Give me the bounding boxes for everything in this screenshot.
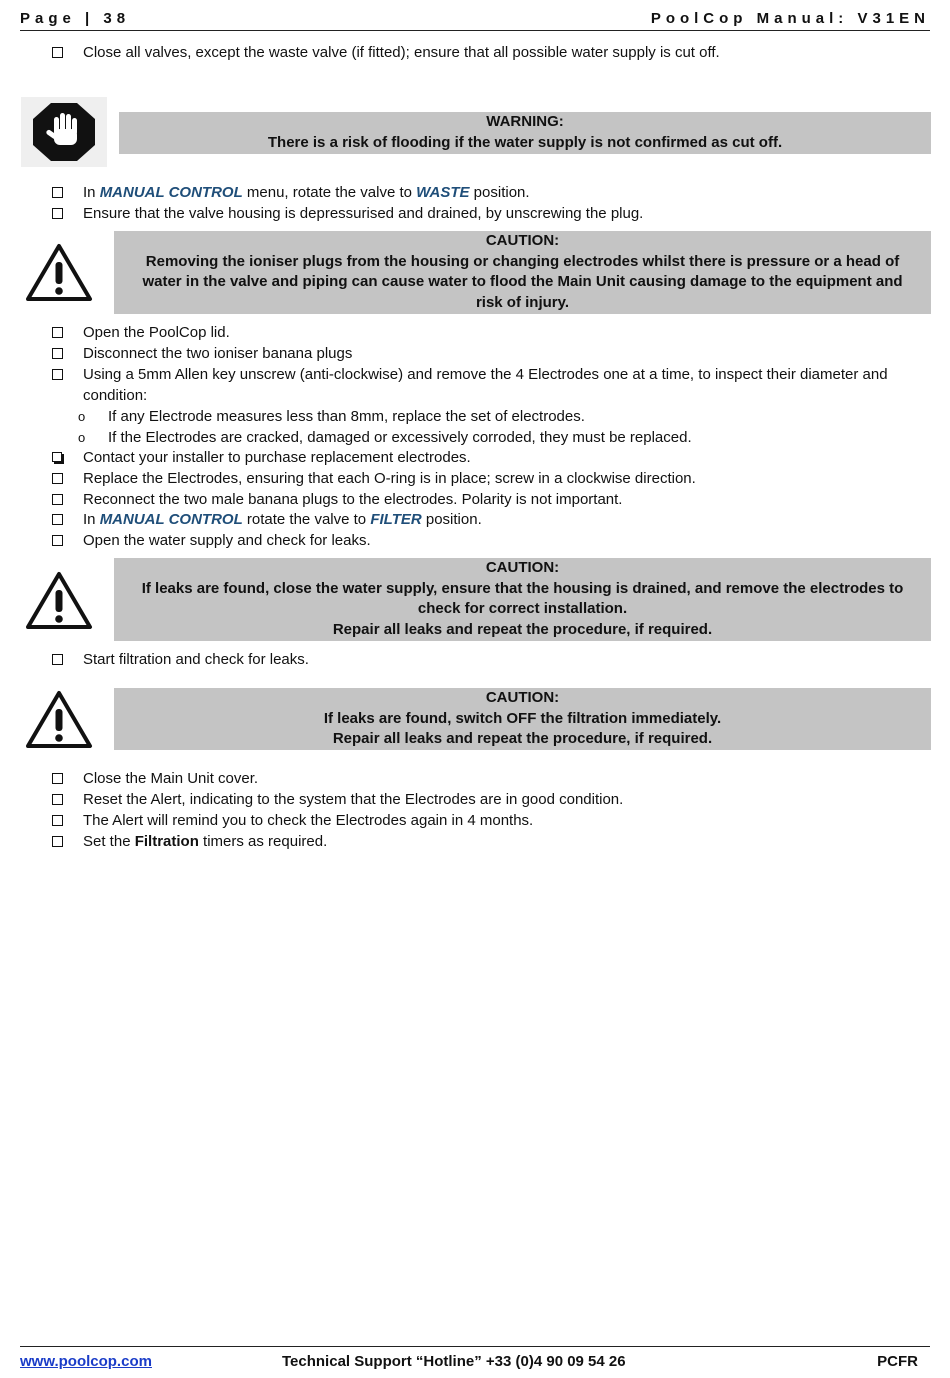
keyword-manual-control: MANUAL CONTROL xyxy=(99,184,243,201)
sub-list-item: o If any Electrode measures less than 8mm, replace the set of electrodes. xyxy=(78,408,585,425)
caution-panel: CAUTION: If leaks are found, close the water supply, ensure that the housing is drained, and remove the electrodes to check for correct installation. Repair all leaks and repeat the procedure, if required. xyxy=(114,558,931,641)
list-item: Reconnect the two male banana plugs to the electrodes. Polarity is not important. xyxy=(52,489,930,510)
support-hotline: Technical Support “Hotline” +33 (0)4 90 09 54 26 xyxy=(282,1353,626,1370)
caution-title: CAUTION: xyxy=(485,689,560,706)
list-item: Ensure that the valve housing is depressurised and drained, by unscrewing the plug. xyxy=(52,203,930,224)
list-item: Using a 5mm Allen key unscrew (anti-clockwise) and remove the 4 Electrodes one at a time, to inspect their diameter and condition: xyxy=(52,364,930,406)
warning-triangle-icon xyxy=(25,689,93,753)
checkbox-bullet xyxy=(52,369,63,380)
checkbox-bullet xyxy=(52,773,63,784)
page-header xyxy=(20,8,930,31)
checkbox-bullet xyxy=(52,452,62,462)
list-item: Set the Filtration timers as required. xyxy=(52,831,930,852)
keyword-manual-control: MANUAL CONTROL xyxy=(99,511,243,528)
warning-triangle-icon xyxy=(25,242,93,306)
list-item: Close the Main Unit cover. xyxy=(52,768,930,789)
checkbox-bullet xyxy=(52,208,63,219)
caution-title: CAUTION: xyxy=(485,559,560,576)
checkbox-bullet xyxy=(52,514,63,525)
checkbox-bullet xyxy=(52,654,63,665)
warning-text: There is a risk of flooding if the water supply is not confirmed as cut off. xyxy=(267,133,783,151)
list-item: In MANUAL CONTROL menu, rotate the valve to WASTE position. xyxy=(52,182,930,203)
document-code: PCFR xyxy=(877,1353,918,1370)
checkbox-bullet xyxy=(52,348,63,359)
keyword-filter: FILTER xyxy=(370,511,422,528)
page-number: Page | 38 xyxy=(20,10,131,27)
list-item: Contact your installer to purchase replacement electrodes. xyxy=(52,447,930,468)
list-item: Close all valves, except the waste valve (if fitted); ensure that all possible water supply is cut off. xyxy=(52,42,930,63)
warning-triangle-icon xyxy=(25,570,93,634)
website-link[interactable]: www.poolcop.com xyxy=(20,1353,152,1370)
checkbox-bullet xyxy=(52,473,63,484)
list-item: Disconnect the two ioniser banana plugs xyxy=(52,343,930,364)
list-item: Replace the Electrodes, ensuring that each O-ring is in place; screw in a clockwise direction. xyxy=(52,468,930,489)
keyword-waste: WASTE xyxy=(416,184,470,201)
circle-bullet: o xyxy=(78,409,86,424)
stop-hand-icon xyxy=(21,97,107,167)
caution-panel: CAUTION: If leaks are found, switch OFF the filtration immediately. Repair all leaks and repeat the procedure, if required. xyxy=(114,688,931,750)
caution-title: CAUTION: xyxy=(485,232,560,249)
list-item: In MANUAL CONTROL rotate the valve to FILTER position. xyxy=(52,509,930,530)
list-item: Start filtration and check for leaks. xyxy=(52,649,930,670)
page-footer xyxy=(20,1346,930,1377)
checkbox-bullet xyxy=(52,815,63,826)
warning-panel xyxy=(119,112,931,154)
keyword-filtration: Filtration xyxy=(134,833,199,850)
list-item: Reset the Alert, indicating to the system that the Electrodes are in good condition. xyxy=(52,789,930,810)
checkbox-bullet xyxy=(52,494,63,505)
checkbox-bullet xyxy=(52,187,63,198)
list-item: Open the water supply and check for leaks. xyxy=(52,530,930,551)
caution-panel: CAUTION: Removing the ioniser plugs from the housing or changing electrodes whilst there is pressure or a head of water in the valve and piping can cause water to flood the Main Unit causing damage to the equipment and risk of injury. xyxy=(114,231,931,314)
checkbox-bullet xyxy=(52,794,63,805)
list-item: Open the PoolCop lid. xyxy=(52,322,930,343)
manual-title: PoolCop Manual: V31EN xyxy=(650,10,930,27)
circle-bullet: o xyxy=(78,430,86,445)
checkbox-bullet xyxy=(52,535,63,546)
checkbox-bullet xyxy=(52,836,63,847)
sub-list-item: o If the Electrodes are cracked, damaged or excessively corroded, they must be replaced. xyxy=(78,429,692,446)
checkbox-bullet xyxy=(52,47,63,58)
checkbox-bullet xyxy=(52,327,63,338)
list-item: The Alert will remind you to check the Electrodes again in 4 months. xyxy=(52,810,930,831)
warning-title: WARNING: xyxy=(486,113,564,130)
